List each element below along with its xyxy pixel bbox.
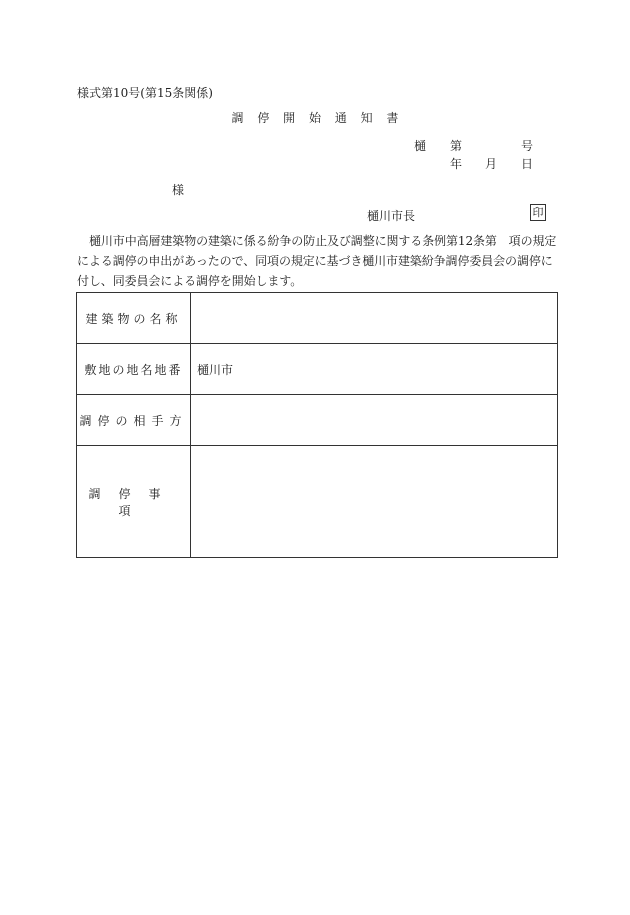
doc-number-prefix: 樋 xyxy=(414,139,427,153)
label-building-name: 建築物の名称 xyxy=(85,311,182,326)
sender-name: 樋川市長 xyxy=(367,209,416,223)
form-number: 様式第10号(第15条関係) xyxy=(77,86,213,100)
notice-body: 樋川市中高層建築物の建築に係る紛争の防止及び調整に関する条例第12条第 項の規定による調停の申出があったので、同項の規定に基づき樋川市建築紛争調停委員会の調停に付し、同委員会による調停を開始します。 xyxy=(77,234,557,288)
date-month: 月 xyxy=(485,157,498,171)
value-site-address: 樋川市 xyxy=(197,362,234,377)
table-row xyxy=(77,293,558,344)
label-mediation-matters: 調停事項 xyxy=(88,486,179,518)
table-value-cell xyxy=(191,395,558,446)
doc-number-go: 号 xyxy=(521,139,534,153)
label-counterparty: 調停の相手方 xyxy=(79,413,188,428)
table-row xyxy=(77,344,558,395)
document-title: 調 停 開 始 通 知 書 xyxy=(231,111,399,125)
table-label-cell xyxy=(77,395,191,446)
date-year: 年 xyxy=(450,157,463,171)
table-value-cell xyxy=(191,344,558,395)
table-row xyxy=(77,446,558,558)
label-site-address: 敷地の地名地番 xyxy=(84,362,183,377)
date-day: 日 xyxy=(521,157,534,171)
seal-stamp: 印 xyxy=(530,204,546,221)
table-label-cell xyxy=(77,344,191,395)
table-value-cell xyxy=(191,293,558,344)
table-value-cell xyxy=(191,446,558,558)
doc-number-dai: 第 xyxy=(450,139,463,153)
table-row xyxy=(77,395,558,446)
addressee-suffix: 様 xyxy=(172,183,185,197)
notice-table xyxy=(76,292,558,558)
table-label-cell xyxy=(77,293,191,344)
table-label-cell xyxy=(77,446,191,558)
